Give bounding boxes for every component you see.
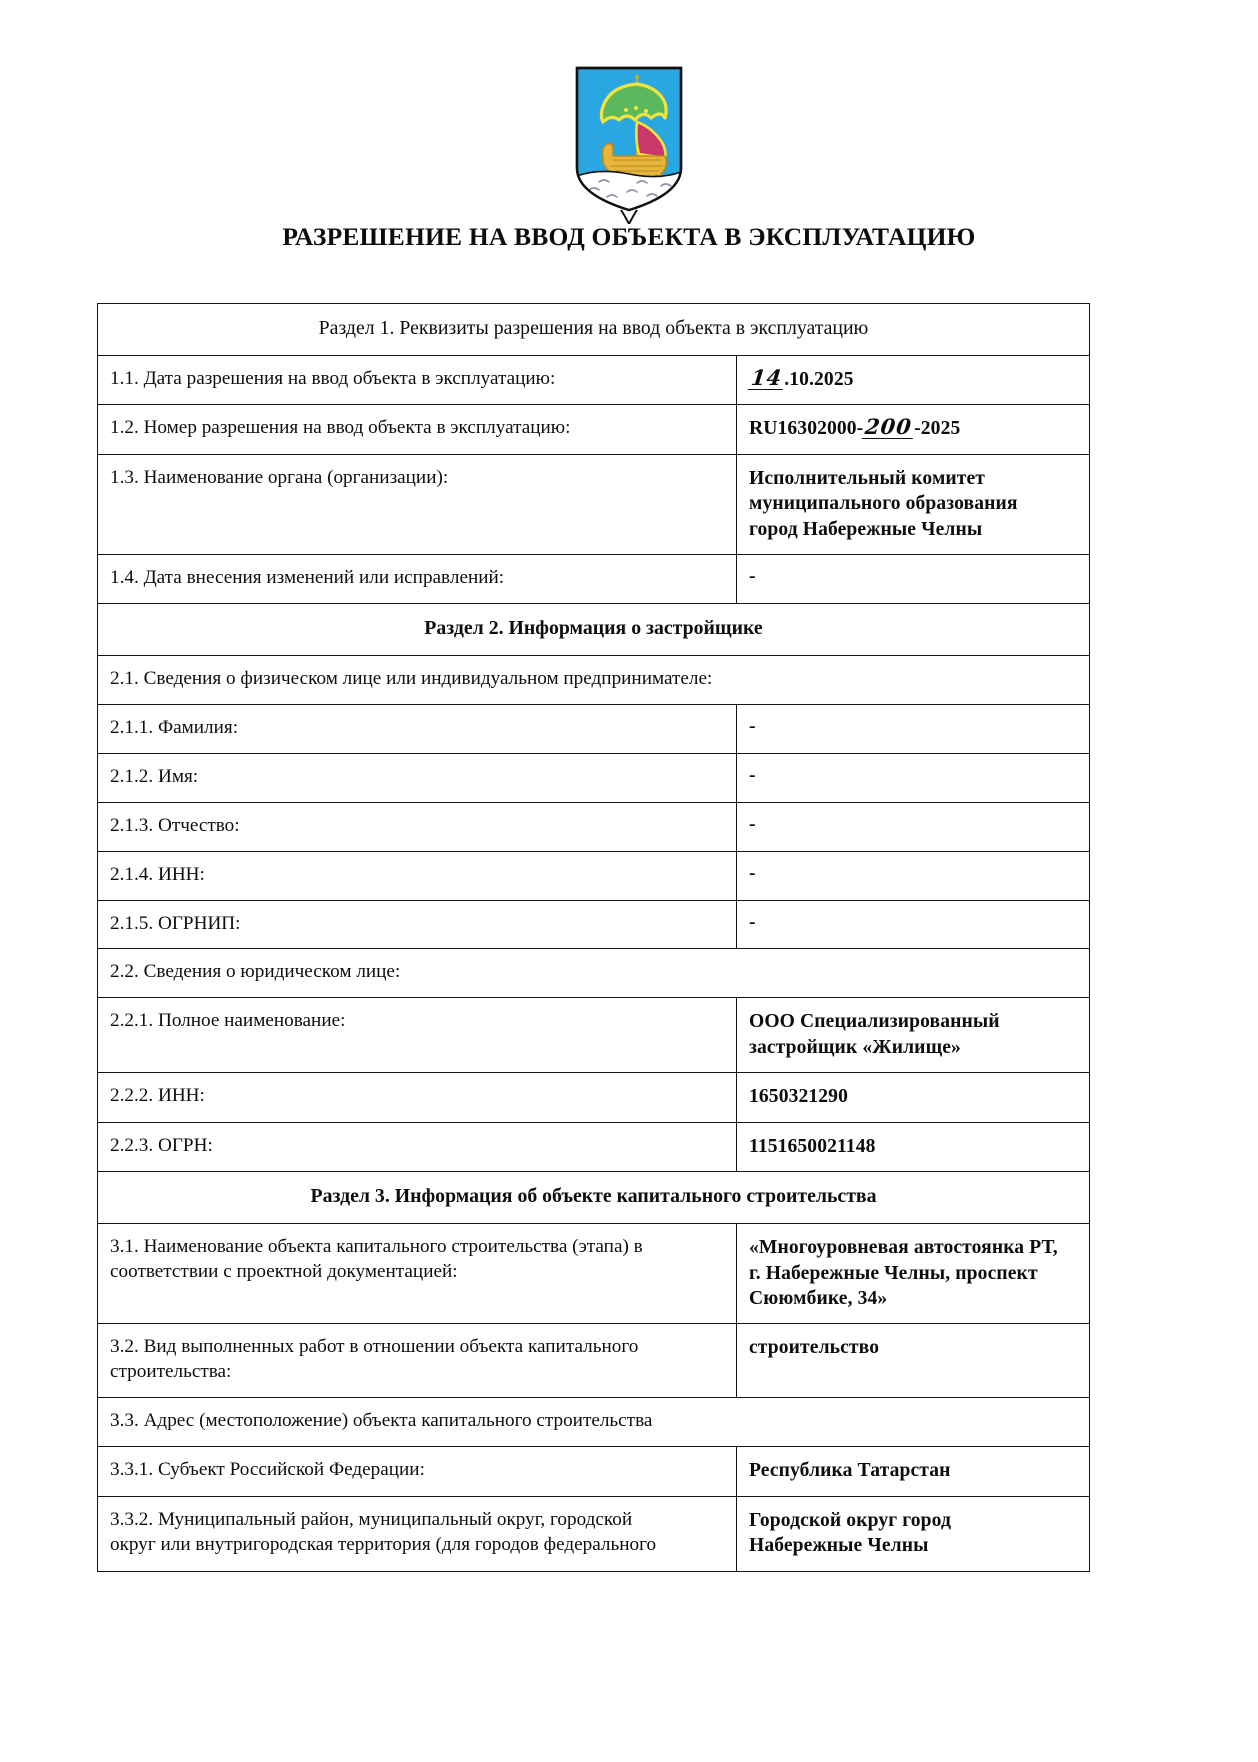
table-row-3-3-2 — [98, 1496, 1090, 1571]
row-3-2-value: строительство — [737, 1324, 1090, 1398]
row-3-1-value — [737, 1224, 1090, 1324]
company-name-line-1: ООО Специализированный — [749, 1011, 1000, 1033]
row-1-4-label: 1.4. Дата внесения изменений или исправлений: — [98, 555, 737, 604]
section-3-heading: Раздел 3. Информация об объекте капитального строительства — [98, 1172, 1090, 1224]
table-row-1-3 — [98, 454, 1090, 554]
row-2-2-label: 2.2. Сведения о юридическом лице: — [98, 949, 1090, 998]
row-2-1-4-value: - — [737, 851, 1090, 900]
row-2-1-label: 2.1. Сведения о физическом лице или индивидуальном предпринимателе: — [98, 655, 1090, 704]
table-row-2-2-3 — [98, 1122, 1090, 1171]
row-2-1-4-label: 2.1.4. ИНН: — [98, 851, 737, 900]
row-2-2-1-label: 2.2.1. Полное наименование: — [98, 998, 737, 1073]
row-2-2-3-label: 2.2.3. ОГРН: — [98, 1122, 737, 1171]
table-row-2-1-5 — [98, 900, 1090, 949]
row-3-3-2-label-line-1: 3.3.2. Муниципальный район, муниципальный округ, городской — [110, 1508, 633, 1530]
authority-line-2: муниципального образования — [749, 493, 1018, 515]
row-3-2-label-line-2: строительства: — [110, 1361, 232, 1383]
row-1-3-value — [737, 454, 1090, 554]
authority-line-1: Исполнительный комитет — [749, 467, 986, 489]
permit-number-suffix: -2025 — [914, 418, 961, 440]
row-2-2-2-value: 1650321290 — [737, 1073, 1090, 1122]
row-2-2-2-label: 2.2.2. ИНН: — [98, 1073, 737, 1122]
table-row-3-3-1 — [98, 1447, 1090, 1496]
coat-of-arms-icon — [569, 64, 689, 224]
row-1-1-value[interactable] — [737, 355, 1090, 404]
permit-number-prefix: RU16302000- — [749, 418, 864, 440]
row-3-3-1-label: 3.3.1. Субъект Российской Федерации: — [98, 1447, 737, 1496]
row-2-1-2-value: - — [737, 753, 1090, 802]
table-row-1-4 — [98, 555, 1090, 604]
row-3-3-label: 3.3. Адрес (местоположение) объекта капитального строительства — [98, 1398, 1090, 1447]
municipality-line-1: Городской округ город — [749, 1509, 951, 1531]
row-3-1-label-line-2: соответствии с проектной документацией: — [110, 1261, 458, 1282]
table-row-2-2-1 — [98, 998, 1090, 1073]
table-row-2-2-2 — [98, 1073, 1090, 1122]
company-name-line-2: застройщик «Жилище» — [749, 1036, 961, 1058]
object-name-line-1: «Многоуровневая автостоянка РТ, — [749, 1237, 1058, 1259]
row-3-2-label — [98, 1324, 737, 1398]
row-3-3-2-value — [737, 1496, 1090, 1571]
table-row-2-1-1 — [98, 704, 1090, 753]
table-row-3-2 — [98, 1324, 1090, 1398]
coat-of-arms — [0, 64, 1258, 224]
row-1-1-printed-date: .10.2025 — [784, 368, 854, 390]
handwritten-permit-number: 200 — [864, 414, 914, 440]
row-3-3-2-label-line-2: округ или внутригородская территория (для городов федерального — [110, 1533, 657, 1555]
table-row-1-1 — [98, 355, 1090, 404]
row-3-2-label-line-1: 3.2. Вид выполненных работ в отношении объекта капитального — [110, 1336, 639, 1358]
municipality-line-2: Набережные Челны — [749, 1535, 929, 1557]
section-2-heading: Раздел 2. Информация о застройщике — [98, 604, 1090, 656]
object-name-line-2: г. Набережные Челны, проспект — [749, 1262, 1038, 1284]
table-row-1-2 — [98, 405, 1090, 454]
row-1-2-value[interactable] — [737, 405, 1090, 454]
row-3-1-label — [98, 1224, 737, 1324]
handwritten-day: 14 — [749, 364, 784, 390]
table-row-3-3 — [98, 1398, 1090, 1447]
section-1-heading: Раздел 1. Реквизиты разрешения на ввод объекта в эксплуатацию — [98, 304, 1090, 356]
row-3-1-label-line-1: 3.1. Наименование объекта капитального строительства (этапа) в — [110, 1236, 643, 1258]
row-2-1-2-label: 2.1.2. Имя: — [98, 753, 737, 802]
row-1-4-value: - — [737, 555, 1090, 604]
row-2-1-5-label: 2.1.5. ОГРНИП: — [98, 900, 737, 949]
row-2-2-1-value — [737, 998, 1090, 1073]
table-row-2-1-4 — [98, 851, 1090, 900]
row-2-1-3-value: - — [737, 802, 1090, 851]
permit-table — [97, 303, 1090, 1572]
table-row-section3-heading — [98, 1172, 1090, 1224]
table-row-2-1 — [98, 655, 1090, 704]
row-3-3-2-label — [98, 1496, 737, 1571]
row-2-1-1-value: - — [737, 704, 1090, 753]
page-title: РАЗРЕШЕНИЕ НА ВВОД ОБЪЕКТА В ЭКСПЛУАТАЦИЮ — [282, 222, 976, 251]
table-row-2-1-2 — [98, 753, 1090, 802]
table-row-section2-heading — [98, 604, 1090, 656]
row-2-1-5-value: - — [737, 900, 1090, 949]
table-row-2-2 — [98, 949, 1090, 998]
row-1-3-label: 1.3. Наименование органа (организации): — [98, 454, 737, 554]
row-1-2-label: 1.2. Номер разрешения на ввод объекта в эксплуатацию: — [98, 405, 737, 454]
row-2-1-1-label: 2.1.1. Фамилия: — [98, 704, 737, 753]
row-2-2-3-value: 1151650021148 — [737, 1122, 1090, 1171]
object-name-line-3: Сююмбике, 34» — [749, 1287, 888, 1309]
table-row-2-1-3 — [98, 802, 1090, 851]
table-row-3-1 — [98, 1224, 1090, 1324]
authority-line-3: город Набережные Челны — [749, 518, 983, 540]
row-2-1-3-label: 2.1.3. Отчество: — [98, 802, 737, 851]
table-row-section1-heading — [98, 304, 1090, 356]
row-1-1-label: 1.1. Дата разрешения на ввод объекта в эксплуатацию: — [98, 355, 737, 404]
row-3-3-1-value: Республика Татарстан — [737, 1447, 1090, 1496]
